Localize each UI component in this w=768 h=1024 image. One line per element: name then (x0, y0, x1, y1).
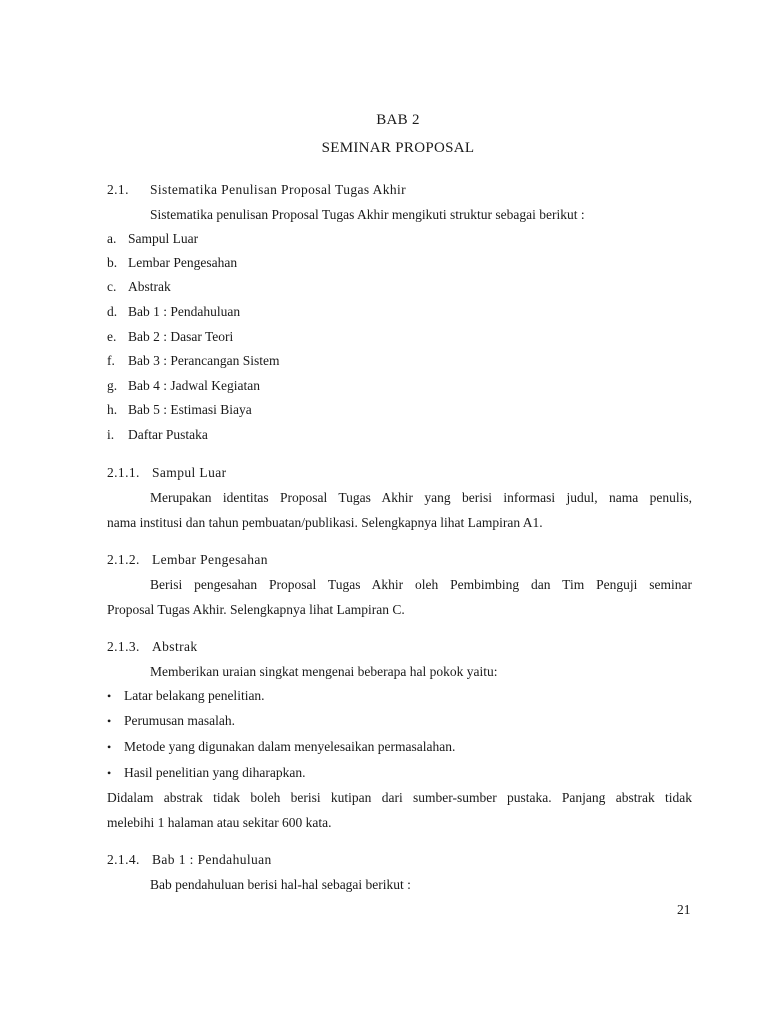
subsection-title: Lembar Pengesahan (152, 552, 268, 567)
paragraph-line: melebihi 1 halaman atau sekitar 600 kata. (107, 815, 332, 830)
list-item: Abstrak (128, 279, 171, 294)
bullet-icon: • (107, 689, 112, 703)
subsection-number: 2.1.2. (107, 552, 140, 567)
paragraph-line: Memberikan uraian singkat mengenai beberapa hal pokok yaitu: (150, 664, 498, 679)
paragraph-line: nama institusi dan tahun pembuatan/publikasi. Selengkapnya lihat Lampiran A1. (107, 515, 543, 530)
list-letter: g. (107, 378, 118, 393)
list-item: Bab 4 : Jadwal Kegiatan (128, 378, 260, 393)
paragraph-line: Didalam abstrak tidak boleh berisi kutipan dari sumber-sumber pustaka. Panjang abstrak tidak (107, 790, 692, 805)
bullet-icon: • (107, 740, 112, 754)
list-letter: d. (107, 304, 118, 319)
subsection-title: Bab 1 : Pendahuluan (152, 852, 272, 867)
bullet-icon: • (107, 766, 112, 780)
list-item: Lembar Pengesahan (128, 255, 238, 270)
section-title: Sistematika Penulisan Proposal Tugas Akhir (150, 182, 407, 197)
list-letter: b. (107, 255, 118, 270)
list-letter: c. (107, 279, 117, 294)
paragraph-line: Bab pendahuluan berisi hal-hal sebagai berikut : (150, 877, 411, 892)
chapter-title: SEMINAR PROPOSAL (321, 140, 475, 156)
subsection-title: Abstrak (152, 639, 198, 654)
list-item: Hasil penelitian yang diharapkan. (124, 765, 306, 780)
list-item: Bab 1 : Pendahuluan (128, 304, 241, 319)
list-item: Daftar Pustaka (128, 427, 208, 442)
paragraph-line: Sistematika penulisan Proposal Tugas Akhir mengikuti struktur sebagai berikut : (150, 207, 585, 222)
subsection-number: 2.1.3. (107, 639, 140, 654)
list-item: Latar belakang penelitian. (124, 688, 265, 703)
subsection-number: 2.1.4. (107, 852, 140, 867)
list-item: Bab 3 : Perancangan Sistem (128, 353, 280, 368)
list-item: Perumusan masalah. (124, 713, 235, 728)
subsection-number: 2.1.1. (107, 465, 140, 480)
list-item: Bab 2 : Dasar Teori (128, 329, 234, 344)
page-number: 21 (677, 902, 691, 917)
list-letter: h. (107, 402, 118, 417)
chapter-number: BAB 2 (376, 112, 420, 128)
section-number: 2.1. (107, 182, 129, 197)
list-item: Sampul Luar (128, 231, 199, 246)
paragraph-line: Berisi pengesahan Proposal Tugas Akhir oleh Pembimbing dan Tim Penguji seminar (150, 577, 692, 592)
list-letter: f. (107, 353, 115, 368)
paragraph-line: Merupakan identitas Proposal Tugas Akhir yang berisi informasi judul, nama penulis, (150, 490, 692, 505)
paragraph-line: Proposal Tugas Akhir. Selengkapnya lihat Lampiran C. (107, 602, 405, 617)
list-letter: e. (107, 329, 117, 344)
list-letter: a. (107, 231, 117, 246)
list-item: Bab 5 : Estimasi Biaya (128, 402, 252, 417)
bullet-icon: • (107, 714, 112, 728)
subsection-title: Sampul Luar (152, 465, 227, 480)
list-letter: i. (107, 427, 115, 442)
list-item: Metode yang digunakan dalam menyelesaikan permasalahan. (124, 739, 456, 754)
